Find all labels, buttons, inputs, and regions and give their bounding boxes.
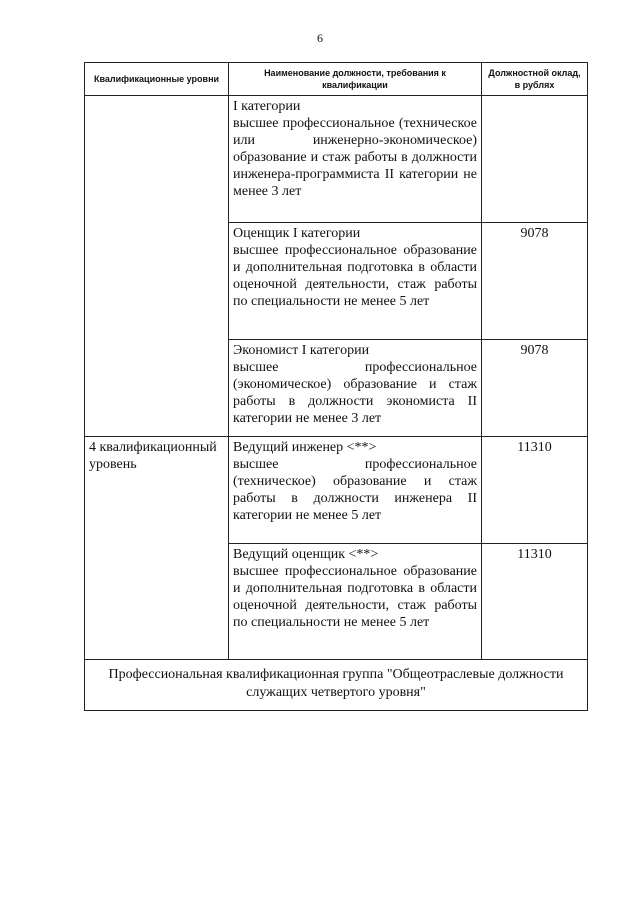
salary-cell: 9078 (482, 340, 588, 437)
page-number: 6 (317, 31, 323, 45)
position-title: Ведущий оценщик <**> (233, 547, 379, 562)
header-qualification-levels: Квалификационные уровни (85, 63, 229, 96)
group-heading: Профессиональная квалификационная группа "Общеотраслевые должности служащих четвертого уровня" (85, 660, 588, 711)
position-cell (229, 340, 482, 437)
salary-cell (482, 96, 588, 223)
position-title: Оценщик I категории (233, 226, 361, 241)
position-cell (229, 223, 482, 340)
salary-cell: 9078 (482, 223, 588, 340)
position-requirements: высшее профессиональное образование и дополнительная подготовка в области оценочной деятельности, стаж работы по специальности не менее 5 лет (233, 243, 477, 309)
position-cell (229, 437, 482, 544)
header-salary: Должностной оклад, в рублях (482, 63, 588, 96)
position-title: Ведущий инженер <**> (233, 440, 377, 455)
group-heading-row (85, 660, 588, 711)
position-title: I категории (233, 99, 301, 114)
position-requirements: высшее профессиональное (техническое) образование и стаж работы в должности инженера II категории не менее 5 лет (233, 457, 477, 523)
table-header-row (85, 63, 588, 96)
position-requirements: высшее профессиональное (техническое или инженерно-экономическое) образование и стаж работы в должности инженера-программиста II категории не менее 3 лет (233, 116, 477, 199)
position-requirements: высшее профессиональное образование и дополнительная подготовка в области оценочной деятельности, стаж работы по специальности не менее 5 лет (233, 564, 477, 630)
position-requirements: высшее профессиональное (экономическое) образование и стаж работы в должности экономиста II категории не менее 3 лет (233, 360, 477, 426)
salary-cell: 11310 (482, 437, 588, 544)
level-cell-3 (85, 96, 229, 437)
table-row (85, 96, 588, 223)
salary-cell: 11310 (482, 544, 588, 660)
qualification-table (84, 62, 588, 711)
header-position-requirements: Наименование должности, требования к квалификации (229, 63, 482, 96)
table-row (85, 437, 588, 544)
position-title: Экономист I категории (233, 343, 370, 358)
level-cell-4: 4 квалификационный уровень (85, 437, 229, 660)
position-cell (229, 96, 482, 223)
position-cell (229, 544, 482, 660)
